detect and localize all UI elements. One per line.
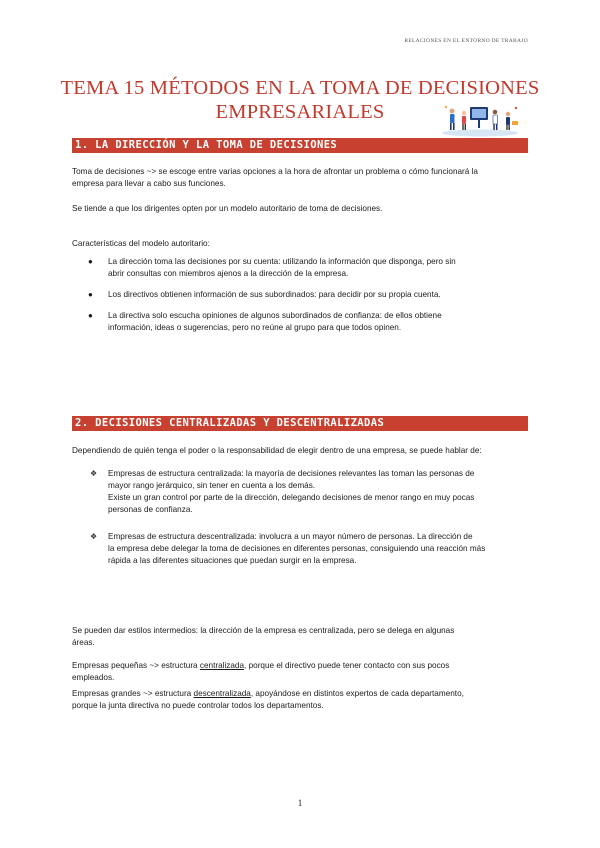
running-header: RELACIONES EN EL ENTORNO DE TRABAJO — [404, 38, 528, 44]
text-line: Empresas de estructura descentralizada: involucra a un mayor número de personas. La dirección de — [108, 532, 473, 541]
text-line: Se pueden dar estilos intermedios: la dirección de la empresa es centralizada, pero se delega en algunas — [72, 626, 455, 635]
paragraph-large-companies — [72, 688, 532, 712]
paragraph-intermediate-styles — [72, 625, 532, 649]
text-span: Empresas pequeñas ~> estructura — [72, 661, 200, 670]
diamond-bullet-icon: ❖ — [90, 469, 98, 478]
text-line: mayor rango jerárquico, sin tener en cuenta a los demás. — [108, 481, 316, 490]
list-item — [108, 289, 528, 301]
text-line: información, ideas o sugerencias, pero no reúne al grupo para que todos opinen. — [108, 323, 402, 332]
text-line: Los directivos obtienen información de sus subordinados: para decidir por su propia cuenta. — [108, 290, 441, 299]
bullet-icon: ● — [88, 257, 93, 266]
bullet-icon: ● — [88, 311, 93, 320]
text-line: La dirección toma las decisiones por su cuenta: utilizando la información que disponga, pero sin — [108, 257, 456, 266]
text-line — [72, 660, 532, 672]
business-team-illustration — [440, 103, 520, 137]
text-line: Existe un gran control por parte de la dirección, delegando decisiones de menor rango en muy pocas — [108, 493, 475, 502]
text-line: empleados. — [72, 673, 115, 682]
list-item — [108, 310, 528, 334]
text-span: Empresas grandes ~> estructura — [72, 689, 194, 698]
text-line: la empresa debe delegar la toma de decisiones en diferentes personas, consiguiendo una reacción más — [108, 544, 486, 553]
list-item-decentralized — [108, 531, 528, 567]
text-line — [72, 688, 532, 700]
list-item — [108, 256, 528, 280]
section-heading-2: 2. DECISIONES CENTRALIZADAS Y DESCENTRALIZADAS — [72, 416, 528, 431]
bullet-icon: ● — [88, 290, 93, 299]
paragraph-characteristics-intro: Características del modelo autoritario: — [72, 239, 210, 248]
text-line: Toma de decisiones ~> se escoge entre varias opciones a la hora de afrontar un problema o cómo funcionará la — [72, 167, 478, 176]
paragraph-decision-definition — [72, 166, 532, 190]
title-line-2: EMPRESARIALES — [215, 101, 385, 123]
text-line: rápida a las diferentes situaciones que puedan surgir en la empresa. — [108, 556, 357, 565]
text-line: Empresas de estructura centralizada: la mayoría de decisiones relevantes las toman las personas de — [108, 469, 475, 478]
paragraph-authoritarian-tendency: Se tiende a que los dirigentes opten por un modelo autoritario de toma de decisiones. — [72, 204, 383, 213]
title-line-1: TEMA 15 MÉTODOS EN LA TOMA DE DECISIONES — [60, 77, 540, 99]
underlined-term: centralizada — [199, 661, 245, 670]
text-line: empresa para llevar a cabo sus funciones. — [72, 179, 226, 188]
text-line: porque la junta directiva no puede controlar todos los departamentos. — [72, 701, 324, 710]
paragraph-small-companies — [72, 660, 532, 684]
text-span: , apoyándose en distintos expertos de cada departamento, — [250, 689, 464, 698]
paragraph-section2-intro: Dependiendo de quién tenga el poder o la responsabilidad de elegir dentro de una empresa, se puede hablar de: — [72, 446, 482, 455]
diamond-bullet-icon: ❖ — [90, 532, 98, 541]
text-line: abrir consultas con miembros ajenos a la dirección de la empresa. — [108, 269, 349, 278]
text-line: La directiva solo escucha opiniones de algunos subordinados de confianza: de ellos obtiene — [108, 311, 442, 320]
section-heading-1: 1. LA DIRECCIÓN Y LA TOMA DE DECISIONES — [72, 138, 528, 153]
text-line: áreas. — [72, 638, 95, 647]
list-item-centralized — [108, 468, 528, 516]
page-number: 1 — [297, 798, 303, 808]
text-line: personas de confianza. — [108, 505, 193, 514]
text-span: , porque el directivo puede tener contacto con sus pocos — [244, 661, 450, 670]
underlined-term: descentralizada — [193, 689, 251, 698]
